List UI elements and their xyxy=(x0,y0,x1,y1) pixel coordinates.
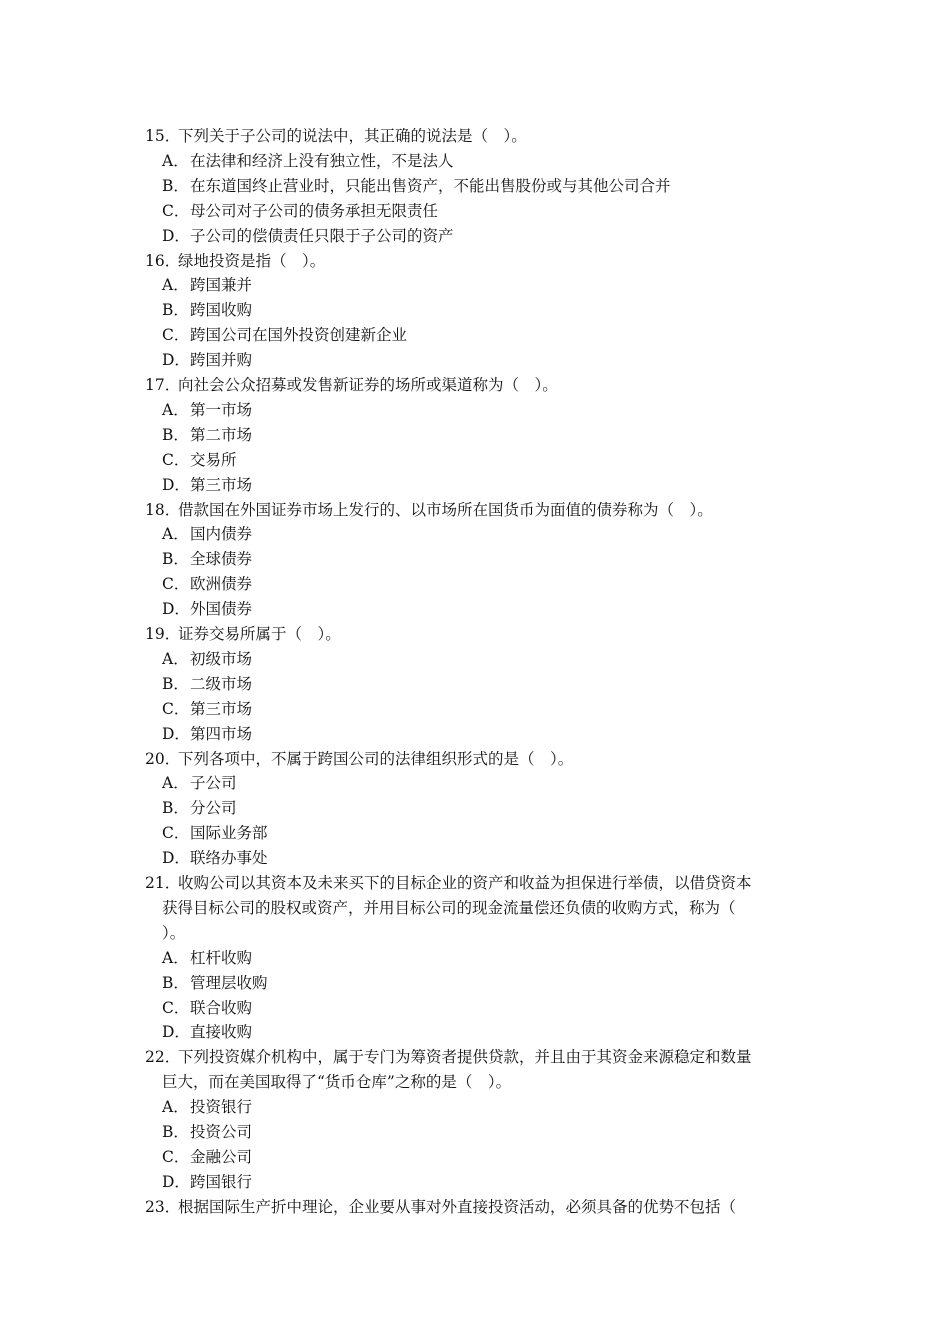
option-letter: D． xyxy=(162,226,190,245)
question-stem xyxy=(145,373,817,398)
question-text: 收购公司以其资本及未来买下的目标企业的资产和收益为担保进行举债，以借贷资本 xyxy=(178,874,752,892)
answer-option xyxy=(162,547,252,572)
answer-option xyxy=(162,398,252,423)
question-stem xyxy=(145,747,817,772)
question-text: 下列各项中，不属于跨国公司的法律组织形式的是（ ）。 xyxy=(178,749,574,768)
answer-option xyxy=(162,996,252,1021)
question-text-continuation: ）。 xyxy=(162,923,186,942)
question-text: 下列关于子公司的说法中，其正确的说法是（ ）。 xyxy=(178,127,527,145)
option-letter: C． xyxy=(162,998,190,1017)
answer-option xyxy=(162,572,252,597)
option-letter: A． xyxy=(162,948,189,967)
answer-option xyxy=(162,1095,252,1120)
option-letter: B． xyxy=(162,176,189,195)
question-text: 绿地投资是指（ ）。 xyxy=(178,251,326,270)
question-number: 16． xyxy=(145,251,181,270)
answer-option xyxy=(162,273,252,298)
answer-option xyxy=(162,821,268,846)
answer-option xyxy=(162,448,237,473)
option-text: 在法律和经济上没有独立性，不是法人 xyxy=(190,151,454,170)
question-text: 向社会公众招募或发售新证券的场所或渠道称为（ ）。 xyxy=(178,376,558,394)
option-letter: C． xyxy=(162,1147,190,1166)
question-stem xyxy=(145,1195,817,1220)
option-text: 联络办事处 xyxy=(190,849,268,868)
option-text: 第三市场 xyxy=(190,475,253,494)
option-letter: C． xyxy=(162,450,190,469)
answer-option xyxy=(162,1020,252,1045)
answer-option xyxy=(162,946,252,971)
answer-option xyxy=(162,1145,252,1170)
answer-option xyxy=(162,224,454,249)
option-text: 欧洲债券 xyxy=(190,575,253,594)
option-text: 子公司的偿债责任只限于子公司的资产 xyxy=(190,226,454,245)
question-text: 下列投资媒介机构中，属于专门为筹资者提供贷款，并且由于其资金来源稳定和数量 xyxy=(178,1048,752,1067)
answer-option xyxy=(162,473,252,498)
option-text: 跨国兼并 xyxy=(190,276,253,295)
answer-option xyxy=(162,697,252,722)
option-letter: C． xyxy=(162,201,190,220)
answer-option xyxy=(162,522,252,547)
answer-option xyxy=(162,348,252,373)
question-text: 根据国际生产折中理论，企业要从事对外直接投资活动，必须具备的优势不包括（ xyxy=(178,1197,737,1216)
question-number: 18． xyxy=(145,500,181,519)
option-letter: B． xyxy=(162,425,189,444)
option-letter: D． xyxy=(162,475,190,494)
question-text: 借款国在外国证券市场上发行的、以市场所在国货币为面值的债券称为（ ）。 xyxy=(178,500,713,519)
option-text: 在东道国终止营业时，只能出售资产，不能出售股份或与其他公司合并 xyxy=(190,176,671,195)
option-letter: A． xyxy=(162,151,189,170)
answer-option xyxy=(162,672,252,697)
option-text: 分公司 xyxy=(190,799,237,818)
option-letter: B． xyxy=(162,799,189,818)
option-text: 外国债券 xyxy=(190,600,253,619)
question-stem xyxy=(145,249,817,274)
option-letter: C． xyxy=(162,699,190,718)
option-letter: B． xyxy=(162,1123,189,1141)
option-letter: A． xyxy=(162,400,189,419)
option-letter: B． xyxy=(162,973,189,992)
option-text: 子公司 xyxy=(190,774,237,793)
option-letter: B． xyxy=(162,301,189,320)
answer-option xyxy=(162,199,438,224)
option-letter: D． xyxy=(162,849,190,868)
answer-option xyxy=(162,846,268,871)
question-number: 21． xyxy=(145,874,181,892)
option-letter: D． xyxy=(162,1023,190,1042)
option-letter: B． xyxy=(162,674,189,693)
option-text: 投资公司 xyxy=(190,1123,253,1141)
option-letter: A． xyxy=(162,649,189,668)
option-letter: A． xyxy=(162,1098,189,1117)
answer-option xyxy=(162,722,252,747)
question-stem xyxy=(145,1045,817,1070)
option-letter: B． xyxy=(162,550,189,569)
option-text: 国际业务部 xyxy=(190,824,268,843)
question-number: 23． xyxy=(145,1197,181,1216)
option-text: 投资银行 xyxy=(190,1098,253,1117)
question-number: 20． xyxy=(145,749,181,768)
option-text: 母公司对子公司的债务承担无限责任 xyxy=(190,201,439,220)
option-text: 第三市场 xyxy=(190,699,253,718)
option-text: 国内债券 xyxy=(190,525,253,544)
option-text: 金融公司 xyxy=(190,1147,253,1166)
option-letter: C． xyxy=(162,824,190,843)
option-text: 杠杆收购 xyxy=(190,948,253,967)
question-text-continuation: 获得目标公司的股权或资产，并用目标公司的现金流量偿还负债的收购方式，称为（ xyxy=(162,898,736,917)
option-text: 全球债券 xyxy=(190,550,253,569)
option-text: 管理层收购 xyxy=(190,973,268,992)
question-text: 证券交易所属于（ ）。 xyxy=(178,625,341,643)
option-letter: D． xyxy=(162,351,190,370)
option-letter: C． xyxy=(162,326,190,345)
option-letter: D． xyxy=(162,1172,190,1191)
question-stem xyxy=(145,498,817,523)
answer-option xyxy=(162,771,237,796)
option-text: 直接收购 xyxy=(190,1023,253,1042)
question-number: 22． xyxy=(145,1048,181,1067)
option-text: 跨国公司在国外投资创建新企业 xyxy=(190,326,408,345)
option-letter: C． xyxy=(162,575,190,594)
answer-option xyxy=(162,1120,252,1145)
option-letter: A． xyxy=(162,525,189,544)
answer-option xyxy=(162,174,671,199)
option-text: 联合收购 xyxy=(190,998,253,1017)
option-text: 二级市场 xyxy=(190,674,253,693)
answer-option xyxy=(162,149,454,174)
option-text: 交易所 xyxy=(190,450,237,469)
option-text: 第二市场 xyxy=(190,425,253,444)
answer-option xyxy=(162,298,252,323)
answer-option xyxy=(162,1170,252,1195)
option-text: 跨国银行 xyxy=(190,1172,253,1191)
question-stem xyxy=(145,622,817,647)
option-text: 初级市场 xyxy=(190,649,253,668)
answer-option xyxy=(162,423,252,448)
option-text: 第一市场 xyxy=(190,400,253,419)
question-stem xyxy=(145,871,817,896)
answer-option xyxy=(162,796,237,821)
option-letter: D． xyxy=(162,724,190,743)
option-text: 第四市场 xyxy=(190,724,253,743)
option-text: 跨国收购 xyxy=(190,301,253,320)
option-letter: D． xyxy=(162,600,190,619)
answer-option xyxy=(162,597,252,622)
option-letter: A． xyxy=(162,276,189,295)
question-number: 19． xyxy=(145,625,181,643)
question-number: 17． xyxy=(145,376,181,394)
question-number: 15． xyxy=(145,127,181,145)
question-text-continuation: 巨大，而在美国取得了“货币仓库”之称的是（ ）。 xyxy=(162,1073,512,1092)
question-stem xyxy=(145,124,817,149)
answer-option xyxy=(162,323,407,348)
option-letter: A． xyxy=(162,774,189,793)
answer-option xyxy=(162,971,268,996)
option-text: 跨国并购 xyxy=(190,351,253,370)
answer-option xyxy=(162,647,252,672)
